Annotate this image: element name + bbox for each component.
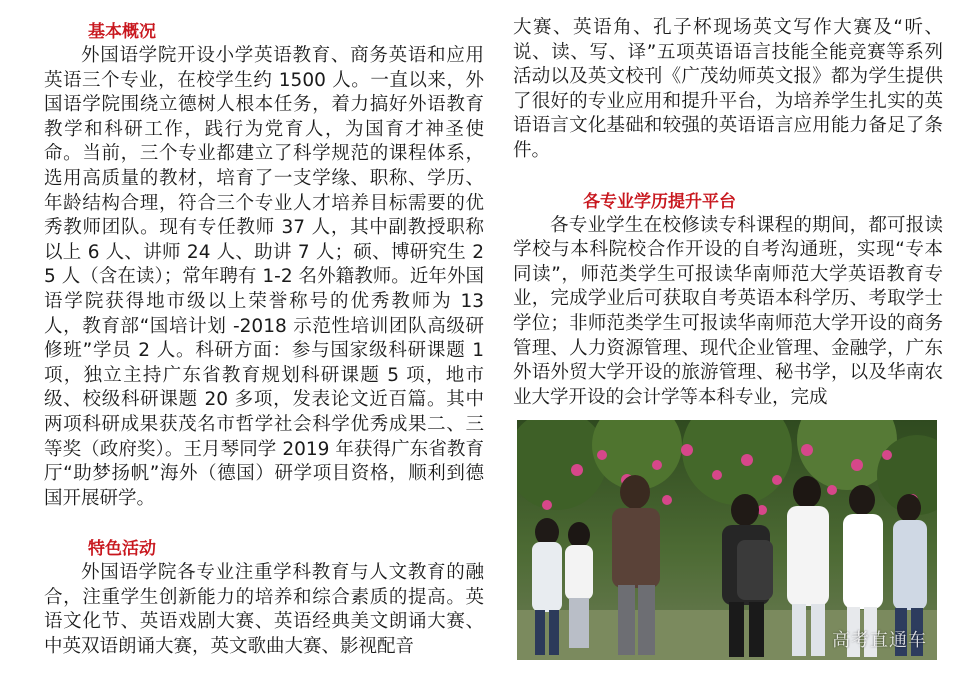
section-body-activities-cont: 大赛、英语角、孔子杯现场英文写作大赛及“听、说、读、写、译”五项英语语言技能全能竞赛等系列活动以及英文校刊《广茂幼师英文报》都为学生提供了很好的专业应用和提升平台，为培养学生扎实的英语语言文化基础和较强的英语语言应用能力备足了条件。 (513, 17, 943, 161)
left-column (44, 0, 484, 660)
students-photo (517, 420, 937, 660)
section-heading-activities: 特色活动 (88, 539, 156, 560)
section-heading-overview: 基本概况 (88, 22, 156, 42)
photo-illustration (517, 420, 937, 660)
section-heading-upgrade: 各专业学历提升平台 (583, 191, 736, 212)
section-body-upgrade: 各专业学生在校修读专科课程的期间，都可报读学校与本科院校合作开设的自考沟通班，实现“专本同读”，师范类学生可报读华南师范大学英语教育专业，完成学业后可获取自考英语本科学历、考取学士学位；非师范类学生可报读华南师范大学开设的商务管理、人力资源管理、现代企业管理、金融学，广东外语外贸大学开设的旅游管理、秘书学，以及华南农业大学开设的会计学等本科专业，完成 (513, 214, 943, 408)
section-body-activities: 外国语学院各专业注重学科教育与人文教育的融合，注重学生创新能力的培养和综合素质的提高。英语文化节、英语戏剧大赛、英语经典美文朗诵大赛、中英双语朗诵大赛，英文歌曲大赛、影视配音 (44, 562, 484, 658)
photo-watermark: 高考直通车 (832, 630, 927, 651)
right-column (513, 0, 943, 410)
section-body-overview: 外国语学院开设小学英语教育、商务英语和应用英语三个专业，在校学生约 1500 人。一直以来，外国语学院围绕立德树人根本任务，着力搞好外语教育教学和科研工作，践行为党育人，为国育才神圣使命。当前，三个专业都建立了科学规范的课程体系，选用高质量的教材，培育了一支学缘、职称、学历、年龄结构合理，符合三个专业人才培养目标需要的优秀教师团队。现有专任教师 37 人，其中副教授职称以上 6 人、讲师 24 人、助讲 7 人；硕、博研究生 25 人（含在读）；常年聘有 1-2 名外籍教师。近年外国语学院获得地市级以上荣誉称号的优秀教师为 13 人，教育部“国培计划 -2018 示范性培训团队高级研修班”学员 2 人。科研方面：参与国家级科研课题 1 项，独立主持广东省教育规划科研课题 5 项，地市级、校级科研课题 20 多项，发表论文近百篇。其中两项科研成果获茂名市哲学社会科学优秀成果二、三等奖（政府奖）。王月琴同学 2019 年获得广东省教育厅“助梦扬帆”海外（德国）研学项目资格，顺利到德国开展研学。 (44, 45, 484, 509)
